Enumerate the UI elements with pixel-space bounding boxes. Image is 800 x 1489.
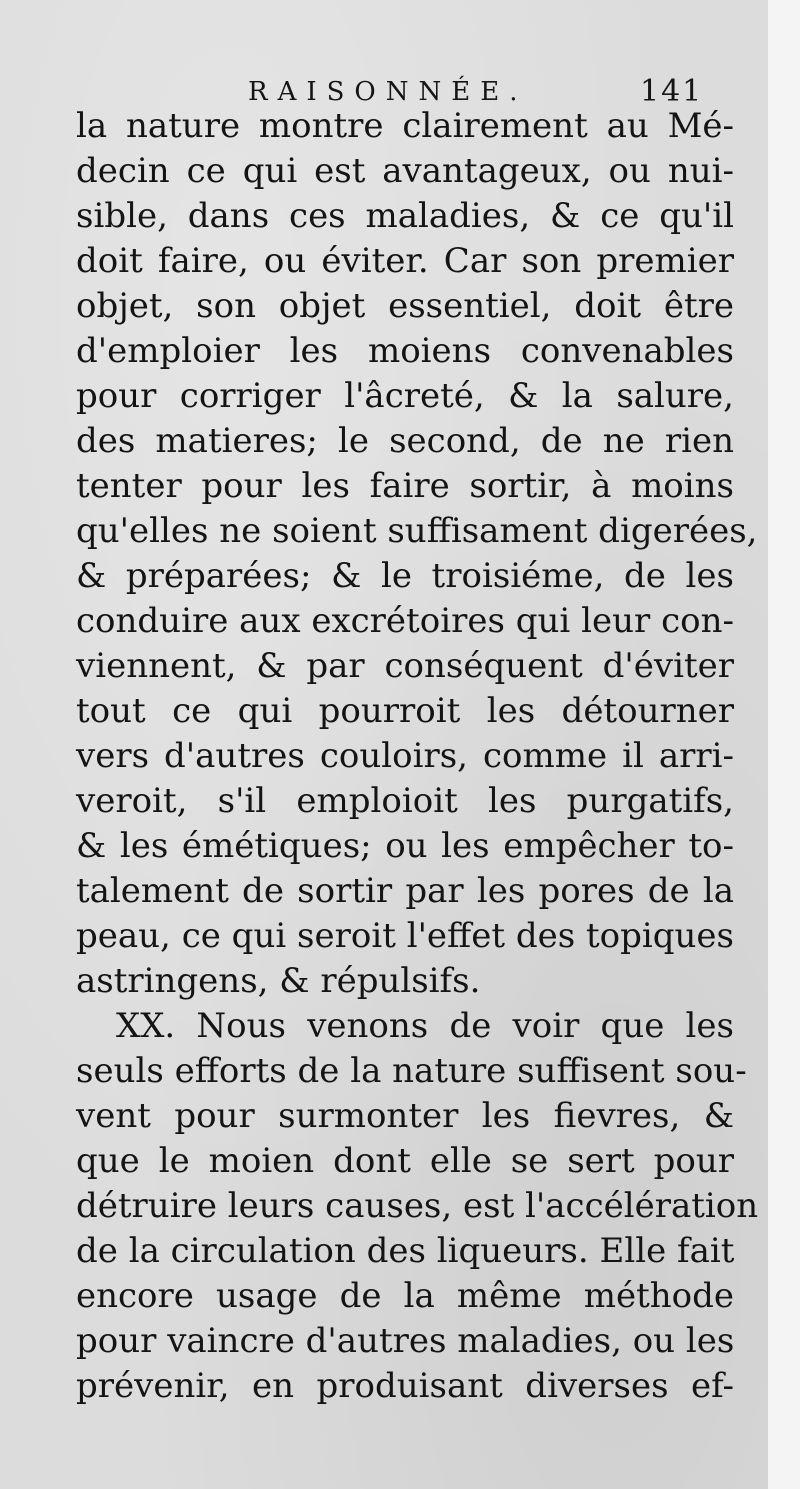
text-line: & préparées; & le troisiéme, de les (76, 556, 734, 596)
page-edge (768, 0, 800, 1489)
text-line: pour vaincre d'autres maladies, ou les (76, 1321, 735, 1361)
text-line: pour corriger l'âcreté, & la salure, (76, 376, 734, 416)
text-line: vers d'autres couloirs, comme il arri- (76, 736, 734, 776)
text-line: seuls efforts de la nature suffisent sou- (76, 1051, 747, 1091)
text-line: qu'elles ne soient suffisament digerées, (76, 511, 758, 551)
text-line: veroit, s'il emploioit les purgatifs, (76, 781, 734, 821)
text-line: sible, dans ces maladies, & ce qu'il (76, 196, 734, 236)
text-line: tenter pour les faire sortir, à moins (76, 466, 734, 506)
text-line: de la circulation des liqueurs. Elle fait (76, 1231, 735, 1271)
text-line: peau, ce qui seroit l'effet des topiques (76, 916, 734, 956)
text-line: tout ce qui pourroit les détourner (76, 691, 734, 731)
page-number: 141 (640, 74, 704, 109)
text-line: & les émétiques; ou les empêcher to- (76, 826, 734, 866)
text-line: prévenir, en produisant diverses ef- (76, 1366, 734, 1406)
text-line: encore usage de la même méthode (76, 1276, 734, 1316)
text-line: decin ce qui est avantageux, ou nui- (76, 151, 734, 191)
text-line: la nature montre clairement au Mé- (76, 106, 734, 146)
text-line: objet, son objet essentiel, doit être (76, 286, 734, 326)
text-line: conduire aux excrétoires qui leur con- (76, 601, 734, 641)
text-line: des matieres; le second, de ne rien (76, 421, 734, 461)
text-line: doit faire, ou éviter. Car son premier (76, 241, 734, 281)
text-line: talement de sortir par les pores de la (76, 871, 734, 911)
text-line: viennent, & par conséquent d'éviter (76, 646, 734, 686)
running-title: RAISONNÉE. (248, 77, 528, 107)
text-line: détruire leurs causes, est l'accélération (76, 1186, 759, 1226)
section-heading-line: XX. Nous venons de voir que les (116, 1006, 734, 1046)
text-line: vent pour surmonter les fievres, & (76, 1096, 734, 1136)
body-text (76, 104, 759, 1409)
text-line: astringens, & répulsifs. (76, 961, 481, 1001)
text-line: d'emploier les moiens convenables (76, 331, 734, 371)
text-line: que le moien dont elle se sert pour (76, 1141, 734, 1181)
